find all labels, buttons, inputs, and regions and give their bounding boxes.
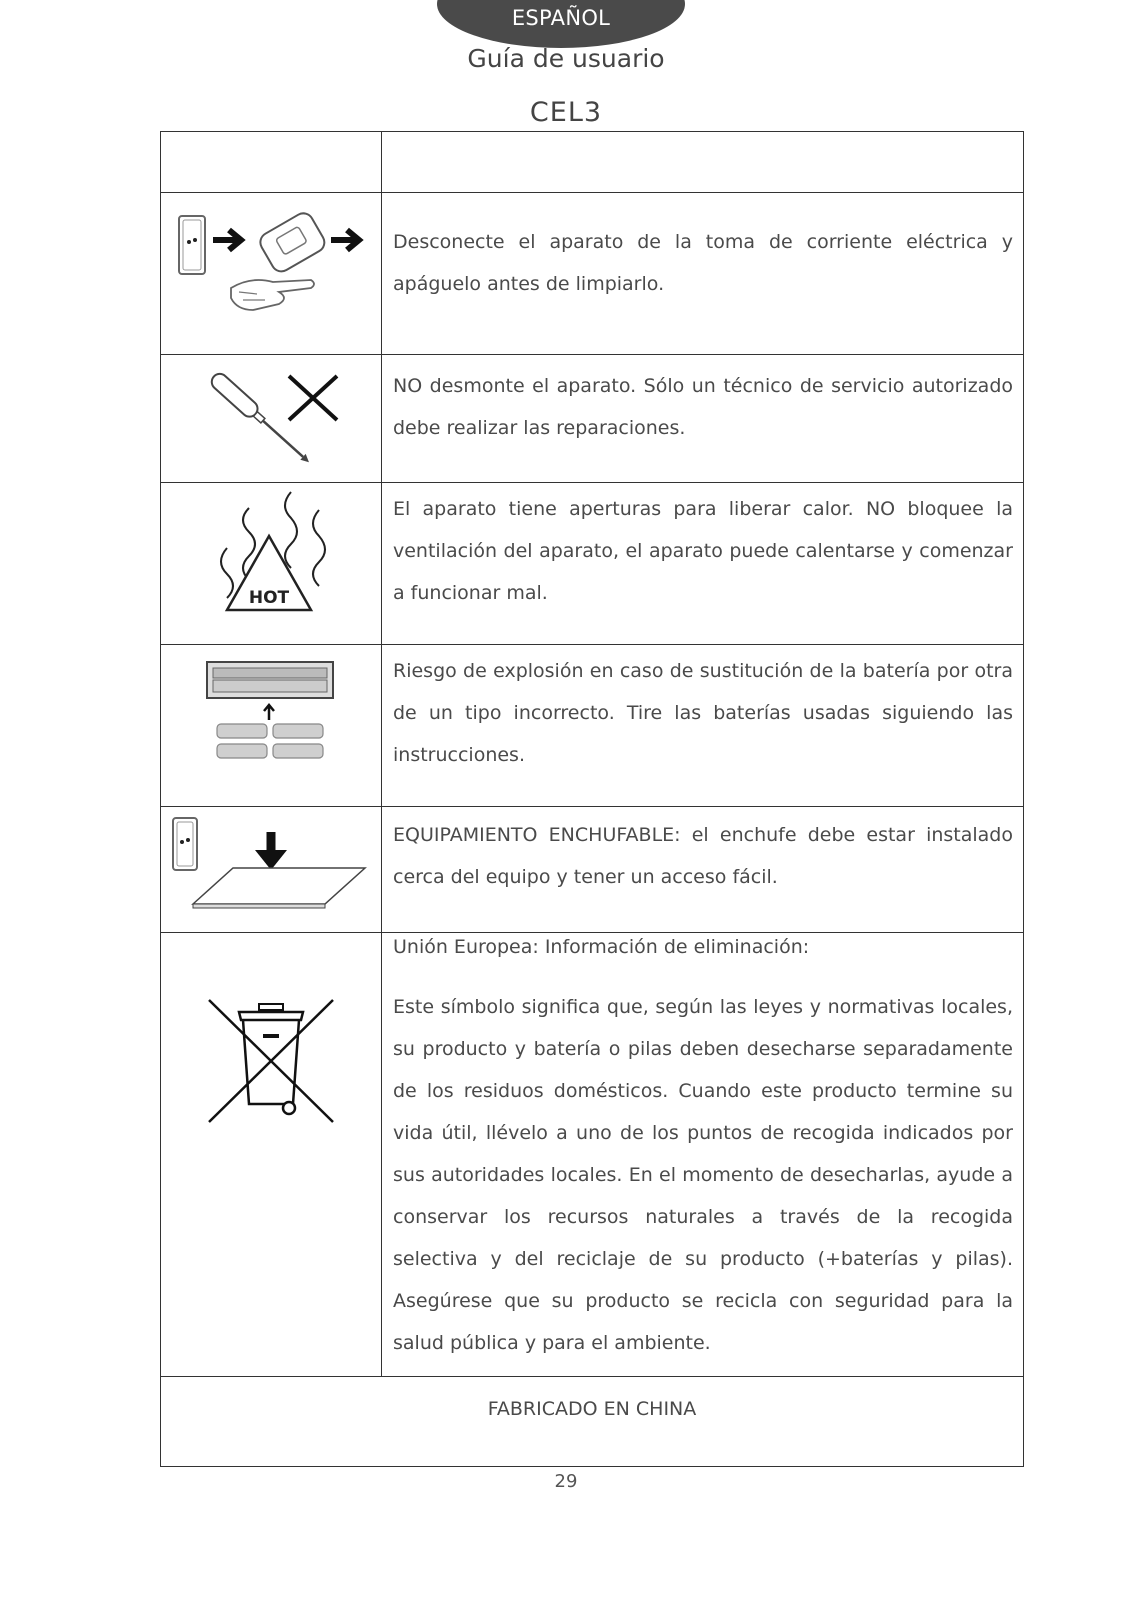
- guide-title: Guía de usuario: [467, 44, 665, 73]
- row-text-hot: El aparato tiene aperturas para liberar calor. NO bloquee la ventilación del aparato, el aparato puede calentarse y comenzar a funcionar mal.: [393, 498, 1013, 604]
- no-disassembly-screwdriver-icon: [161, 360, 381, 470]
- safety-table: [160, 131, 1024, 1467]
- row-divider: [161, 1376, 1023, 1377]
- row-divider: [161, 806, 1023, 807]
- battery-replacement-icon: [161, 658, 381, 778]
- row-heading-eu-disposal: Unión Europea: Información de eliminación:: [393, 936, 810, 958]
- hot-warning-icon: [161, 488, 381, 638]
- made-in-label: FABRICADO EN CHINA: [487, 1398, 697, 1420]
- page-number: 29: [554, 1471, 578, 1492]
- crossed-out-bin-icon: [161, 990, 381, 1130]
- row-text-unplug: Desconecte el aparato de la toma de corriente eléctrica y apáguelo antes de limpiarlo.: [393, 231, 1013, 295]
- unplug-and-clean-icon: [161, 202, 381, 322]
- language-label: ESPAÑOL: [511, 6, 611, 30]
- row-divider: [161, 192, 1023, 193]
- row-divider: [161, 482, 1023, 483]
- hot-label: HOT: [248, 588, 290, 608]
- row-text-pluggable: EQUIPAMIENTO ENCHUFABLE: el enchufe debe estar instalado cerca del equipo y tener un acceso fácil.: [393, 824, 1013, 888]
- pluggable-equipment-icon: [161, 812, 381, 922]
- row-text-no-disassembly: NO desmonte el aparato. Sólo un técnico de servicio autorizado debe realizar las reparaciones.: [393, 375, 1013, 439]
- row-text-battery: Riesgo de explosión en caso de sustitución de la batería por otra de un tipo incorrecto. Tire las baterías usadas siguiendo las instrucciones.: [393, 660, 1013, 766]
- column-divider: [381, 132, 382, 1376]
- row-divider: [161, 644, 1023, 645]
- row-divider: [161, 354, 1023, 355]
- model-name: CEL3: [529, 97, 603, 128]
- row-text-eu-disposal: Este símbolo significa que, según las leyes y normativas locales, su producto y batería o pilas deben desecharse separadamente de los residuos domésticos. Cuando este producto termine su vida útil, llévelo a uno de los puntos de recogida indicados por sus autoridades locales. En el momento de desecharlas, ayude a conservar los recursos naturales a través de la recogida selectiva y del reciclaje de su producto (+baterías y pilas). Asegúrese que su producto se recicla con seguridad para la salud pública y para el ambiente.: [393, 996, 1013, 1354]
